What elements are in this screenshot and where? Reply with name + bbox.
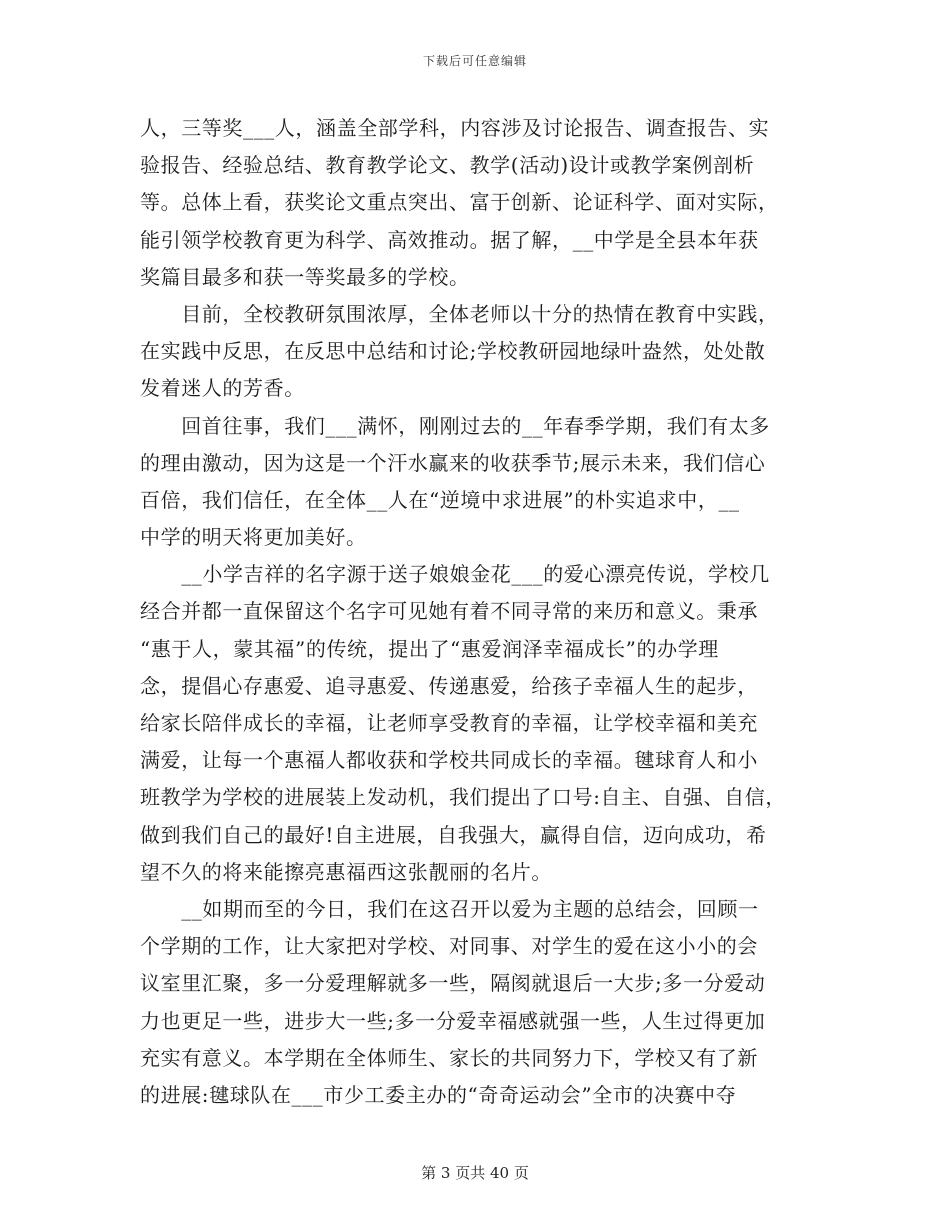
body-text	[140, 110, 820, 1114]
page-number: 第 3 页共 40 页	[421, 1164, 529, 1182]
text-line: __小学吉祥的名字源于送子娘娘金花___的爱心漂亮传说，学校几	[140, 562, 770, 587]
text-line: __如期而至的今日，我们在这召开以爱为主题的总结会，回顾一	[140, 896, 759, 921]
text-line: 人，三等奖___人，涵盖全部学科，内容涉及讨论报告、调查报告、实	[140, 116, 770, 140]
text-line: 个学期的工作，让大家把对学校、对同事、对学生的爱在这小小的会	[140, 934, 758, 959]
text-line: 的理由激动，因为这是一个汗水赢来的收获季节;展示未来，我们信心	[140, 450, 766, 475]
text-line: 满爱，让每一个惠福人都收获和学校共同成长的幸福。毽球育人和小	[140, 748, 758, 773]
paragraph-1	[140, 110, 820, 296]
text-line: 发着迷人的芳香。	[140, 376, 305, 401]
paragraph-5	[140, 891, 820, 1114]
text-line: 等。总体上看，获奖论文重点突出、富于创新、论证科学、面对实际，	[140, 190, 779, 215]
text-line: 力也更足一些，进步大一些;多一分爱幸福感就强一些，人生过得更加	[140, 1008, 766, 1033]
paragraph-3	[140, 408, 820, 557]
page-header: 下载后可任意编辑	[422, 54, 527, 68]
text-line: 中学的明天将更加美好。	[140, 525, 367, 550]
text-line: 能引领学校教育更为科学、高效推动。据了解，__中学是全县本年获	[140, 227, 759, 252]
text-line: 回首往事，我们___满怀，刚刚过去的__年春季学期，我们有太多	[140, 413, 770, 438]
text-line: 议室里汇聚，多一分爱理解就多一些，隔阂就退后一大步;多一分爱动	[140, 971, 766, 996]
text-line: “惠于人，蒙其福”的传统，提出了“惠爱润泽幸福成长”的办学理	[140, 636, 719, 661]
text-line: 班教学为学校的进展装上发动机，我们提出了口号:自主、自强、自信，	[140, 785, 786, 810]
text-line: 做到我们自己的最好!自主进展，自我强大，赢得自信，迈向成功，希	[140, 822, 767, 847]
text-line: 充实有意义。本学期在全体师生、家长的共同努力下，学校又有了新	[140, 1045, 758, 1070]
text-line: 奖篇目最多和获一等奖最多的学校。	[140, 264, 470, 289]
text-line: 念，提倡心存惠爱、追寻惠爱、传递惠爱，给孩子幸福人生的起步，	[140, 673, 758, 698]
text-line: 目前，全校教研氛围浓厚，全体老师以十分的热情在教育中实践，	[140, 301, 779, 326]
paragraph-2	[140, 296, 820, 408]
text-line: 经合并都一直保留这个名字可见她有着不同寻常的来历和意义。秉承	[140, 599, 758, 624]
text-line: 给家长陪伴成长的幸福，让老师享受教育的幸福，让学校幸福和美充	[140, 711, 758, 735]
text-line: 在实践中反思，在反思中总结和讨论;学校教研园地绿叶盎然，处处散	[140, 339, 766, 364]
text-line: 望不久的将来能擦亮惠福西这张靓丽的名片。	[140, 859, 552, 884]
text-line: 验报告、经验总结、教育教学论文、教学(活动)设计或教学案例剖析	[140, 153, 755, 178]
paragraph-4	[140, 556, 820, 891]
text-line: 的进展:毽球队在___市少工委主办的“奇奇运动会”全市的决赛中夺	[140, 1082, 737, 1107]
text-line: 百倍，我们信任，在全体__人在“逆境中求进展”的朴实追求中，__	[140, 487, 740, 512]
